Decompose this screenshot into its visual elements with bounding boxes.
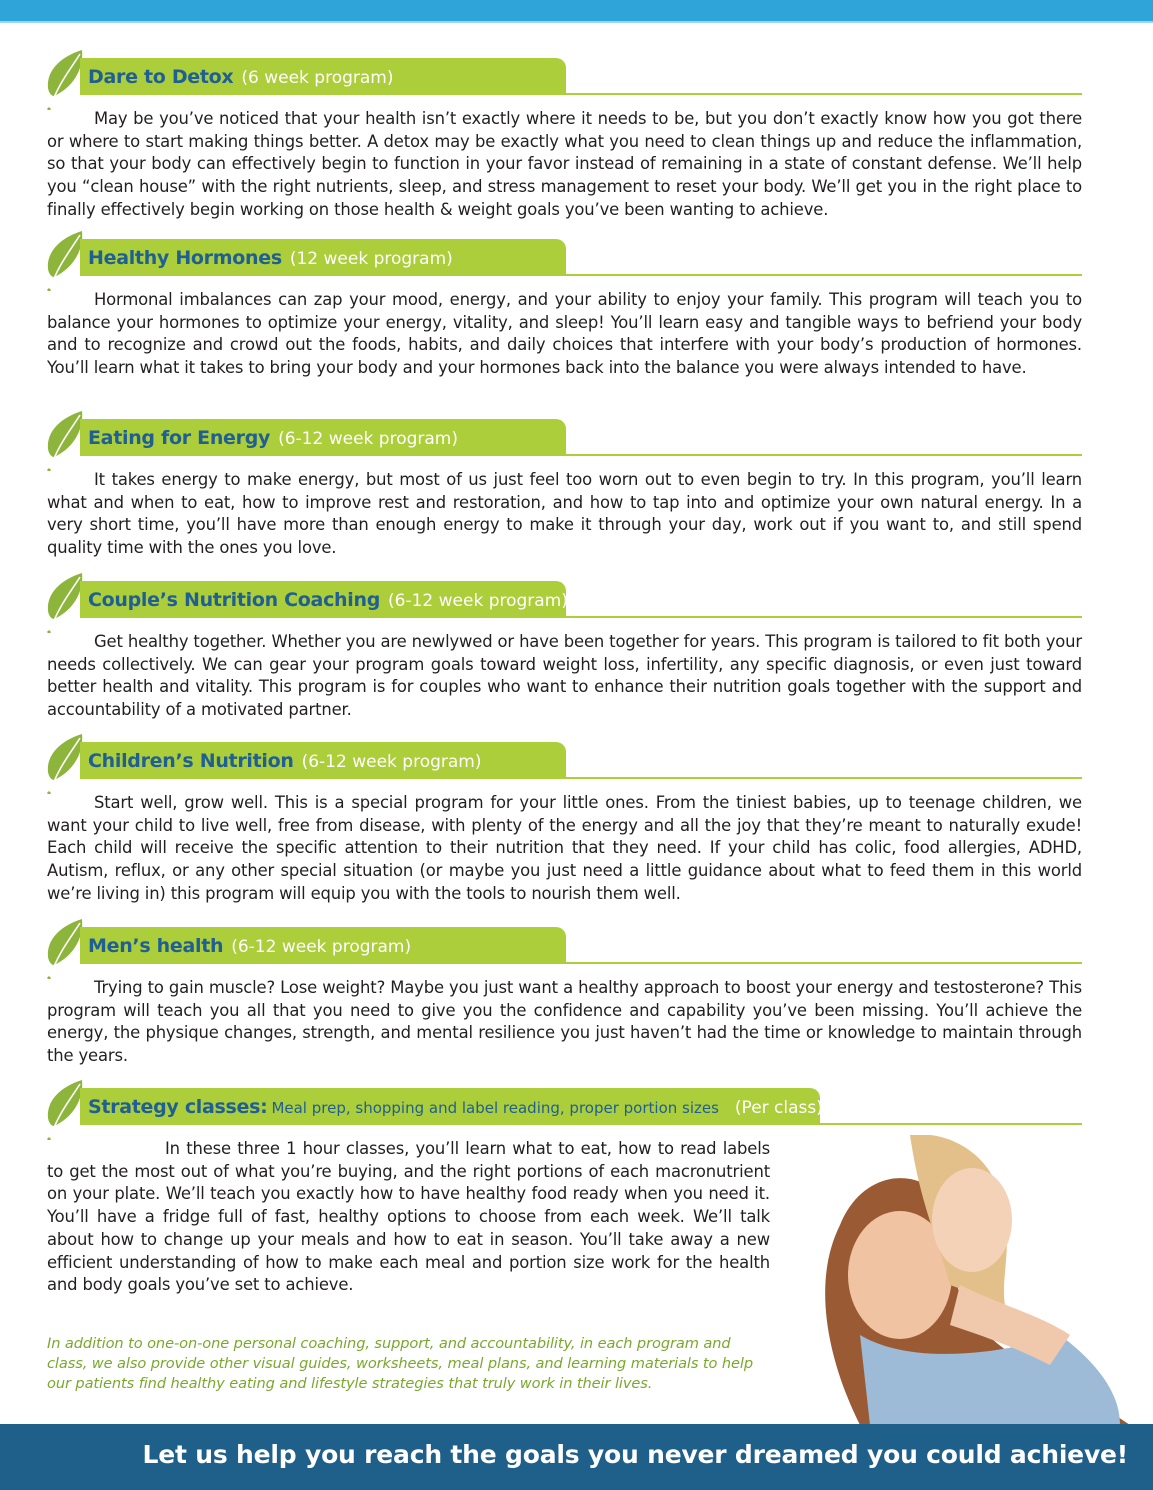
section-title: Dare to Detox [88,66,234,88]
section-title: Men’s health [88,935,224,957]
section-body: Hormonal imbalances can zap your mood, energy, and your ability to enjoy your family. This program will teach you to balance your hormones to optimize your energy, vitality, and sleep! You’ll learn easy and tangible ways to befriend your body and to recognize and crowd out the foods, habits, and daily choices that interfere with your body’s production of hormones. You’ll learn what it takes to bring your body and your hormones back into the balance you were always intended to have. [47,290,1082,378]
divider [80,962,1082,964]
section-title: Couple’s Nutrition Coaching [88,589,380,611]
section-subtitle: (6 week program) [241,68,394,88]
section-body: Get healthy together. Whether you are newlywed or have been together for years. This program is tailored to fit both your needs collectively. We can gear your program goals toward weight loss, infertility, any specific diagnosis, or even just toward better health and vitality. This program is for couples who want to enhance their nutrition goals together with the support and accountability of a motivated partner. [47,632,1082,720]
footer-banner [0,1424,1153,1490]
divider [80,1123,1082,1125]
section-body: In these three 1 hour classes, you’ll learn what to eat, how to read labels to get the most out of what you’re buying, and the right portions of each macronutrient on your plate. We’ll teach you exactly how to have healthy food ready when you need it. You’ll have a fridge full of fast, healthy options to choose from each week. We’ll talk about how to change up your meals and how to eat in season. You’ll take away a new efficient understanding of how to make each meal and portion size work for the health and body goals you’ve set to achieve. [47,1139,770,1295]
divider [80,93,1082,95]
section-subtitle: (6-12 week program) [301,752,482,772]
section-title: Strategy classes: [88,1096,268,1118]
section-body: It takes energy to make energy, but most of us just feel too worn out to even begin to try. In this program, you’ll learn what and when to eat, how to improve rest and restoration, and how to tap into and optimize your own natural energy. In a very short time, you’ll have more than enough energy to make it through your day, work out if you want to, and still spend quality time with the ones you love. [47,470,1082,558]
footer-tagline: Let us help you reach the goals you never dreamed you could achieve! [142,1440,1128,1469]
divider [80,777,1082,779]
section-title: Children’s Nutrition [88,750,294,772]
divider [80,454,1082,456]
divider [80,616,1082,618]
section-body: Start well, grow well. This is a special program for your little ones. From the tiniest babies, up to teenage children, we want your child to live well, free from disease, with plenty of the energy and all the joy that they’re meant to naturally exude! Each child will receive the specific attention to their nutrition that they need. If your child has colic, food allergies, ADHD, Autism, reflux, or any other special situation (or maybe you just need a little guidance about what to feed them in this world we’re living in) this program will equip you with the tools to nourish them well. [47,793,1082,903]
closing-note: In addition to one-on-one personal coaching, support, and accountability, in each program and class, we also provide other visual guides, worksheets, meal plans, and learning materials to help our patients find healthy eating and lifestyle strategies that truly work in their lives. [47,1335,754,1392]
top-banner [0,0,1153,23]
section-body: Trying to gain muscle? Lose weight? Maybe you just want a healthy approach to boost your energy and testosterone? This program will teach you all that you need to give you the confidence and capability you’ve been missing. You’ll achieve the energy, the physique changes, strength, and mental resilience you just haven’t had the time or knowledge to maintain through the years. [47,978,1082,1066]
divider [80,274,1082,276]
mother-daughter-photo [800,1135,1130,1425]
section-subtitle: (12 week program) [289,249,453,269]
section-title: Healthy Hormones [88,247,282,269]
section-subtitle: (Per class) [734,1098,823,1118]
section-subtitle: (6-12 week program) [231,937,412,957]
section-body: May be you’ve noticed that your health isn’t exactly where it needs to be, but you don’t exactly know how you got there or where to start making things better. A detox may be exactly what you need to clean things up and reduce the inflammation, so that your body can effectively begin to function in your favor instead of remaining in a state of constant defense. We’ll help you “clean house” with the right nutrients, sleep, and stress management to reset your body. We’ll get you in the right place to finally effectively begin working on those health & weight goals you’ve been wanting to achieve. [47,109,1082,219]
section-subtitle: (6-12 week program) [278,429,458,449]
section-subtitle: (6-12 week program) [388,591,568,611]
section-topics: Meal prep, shopping and label reading, proper portion sizes [271,1099,719,1117]
section-title: Eating for Energy [88,427,271,449]
